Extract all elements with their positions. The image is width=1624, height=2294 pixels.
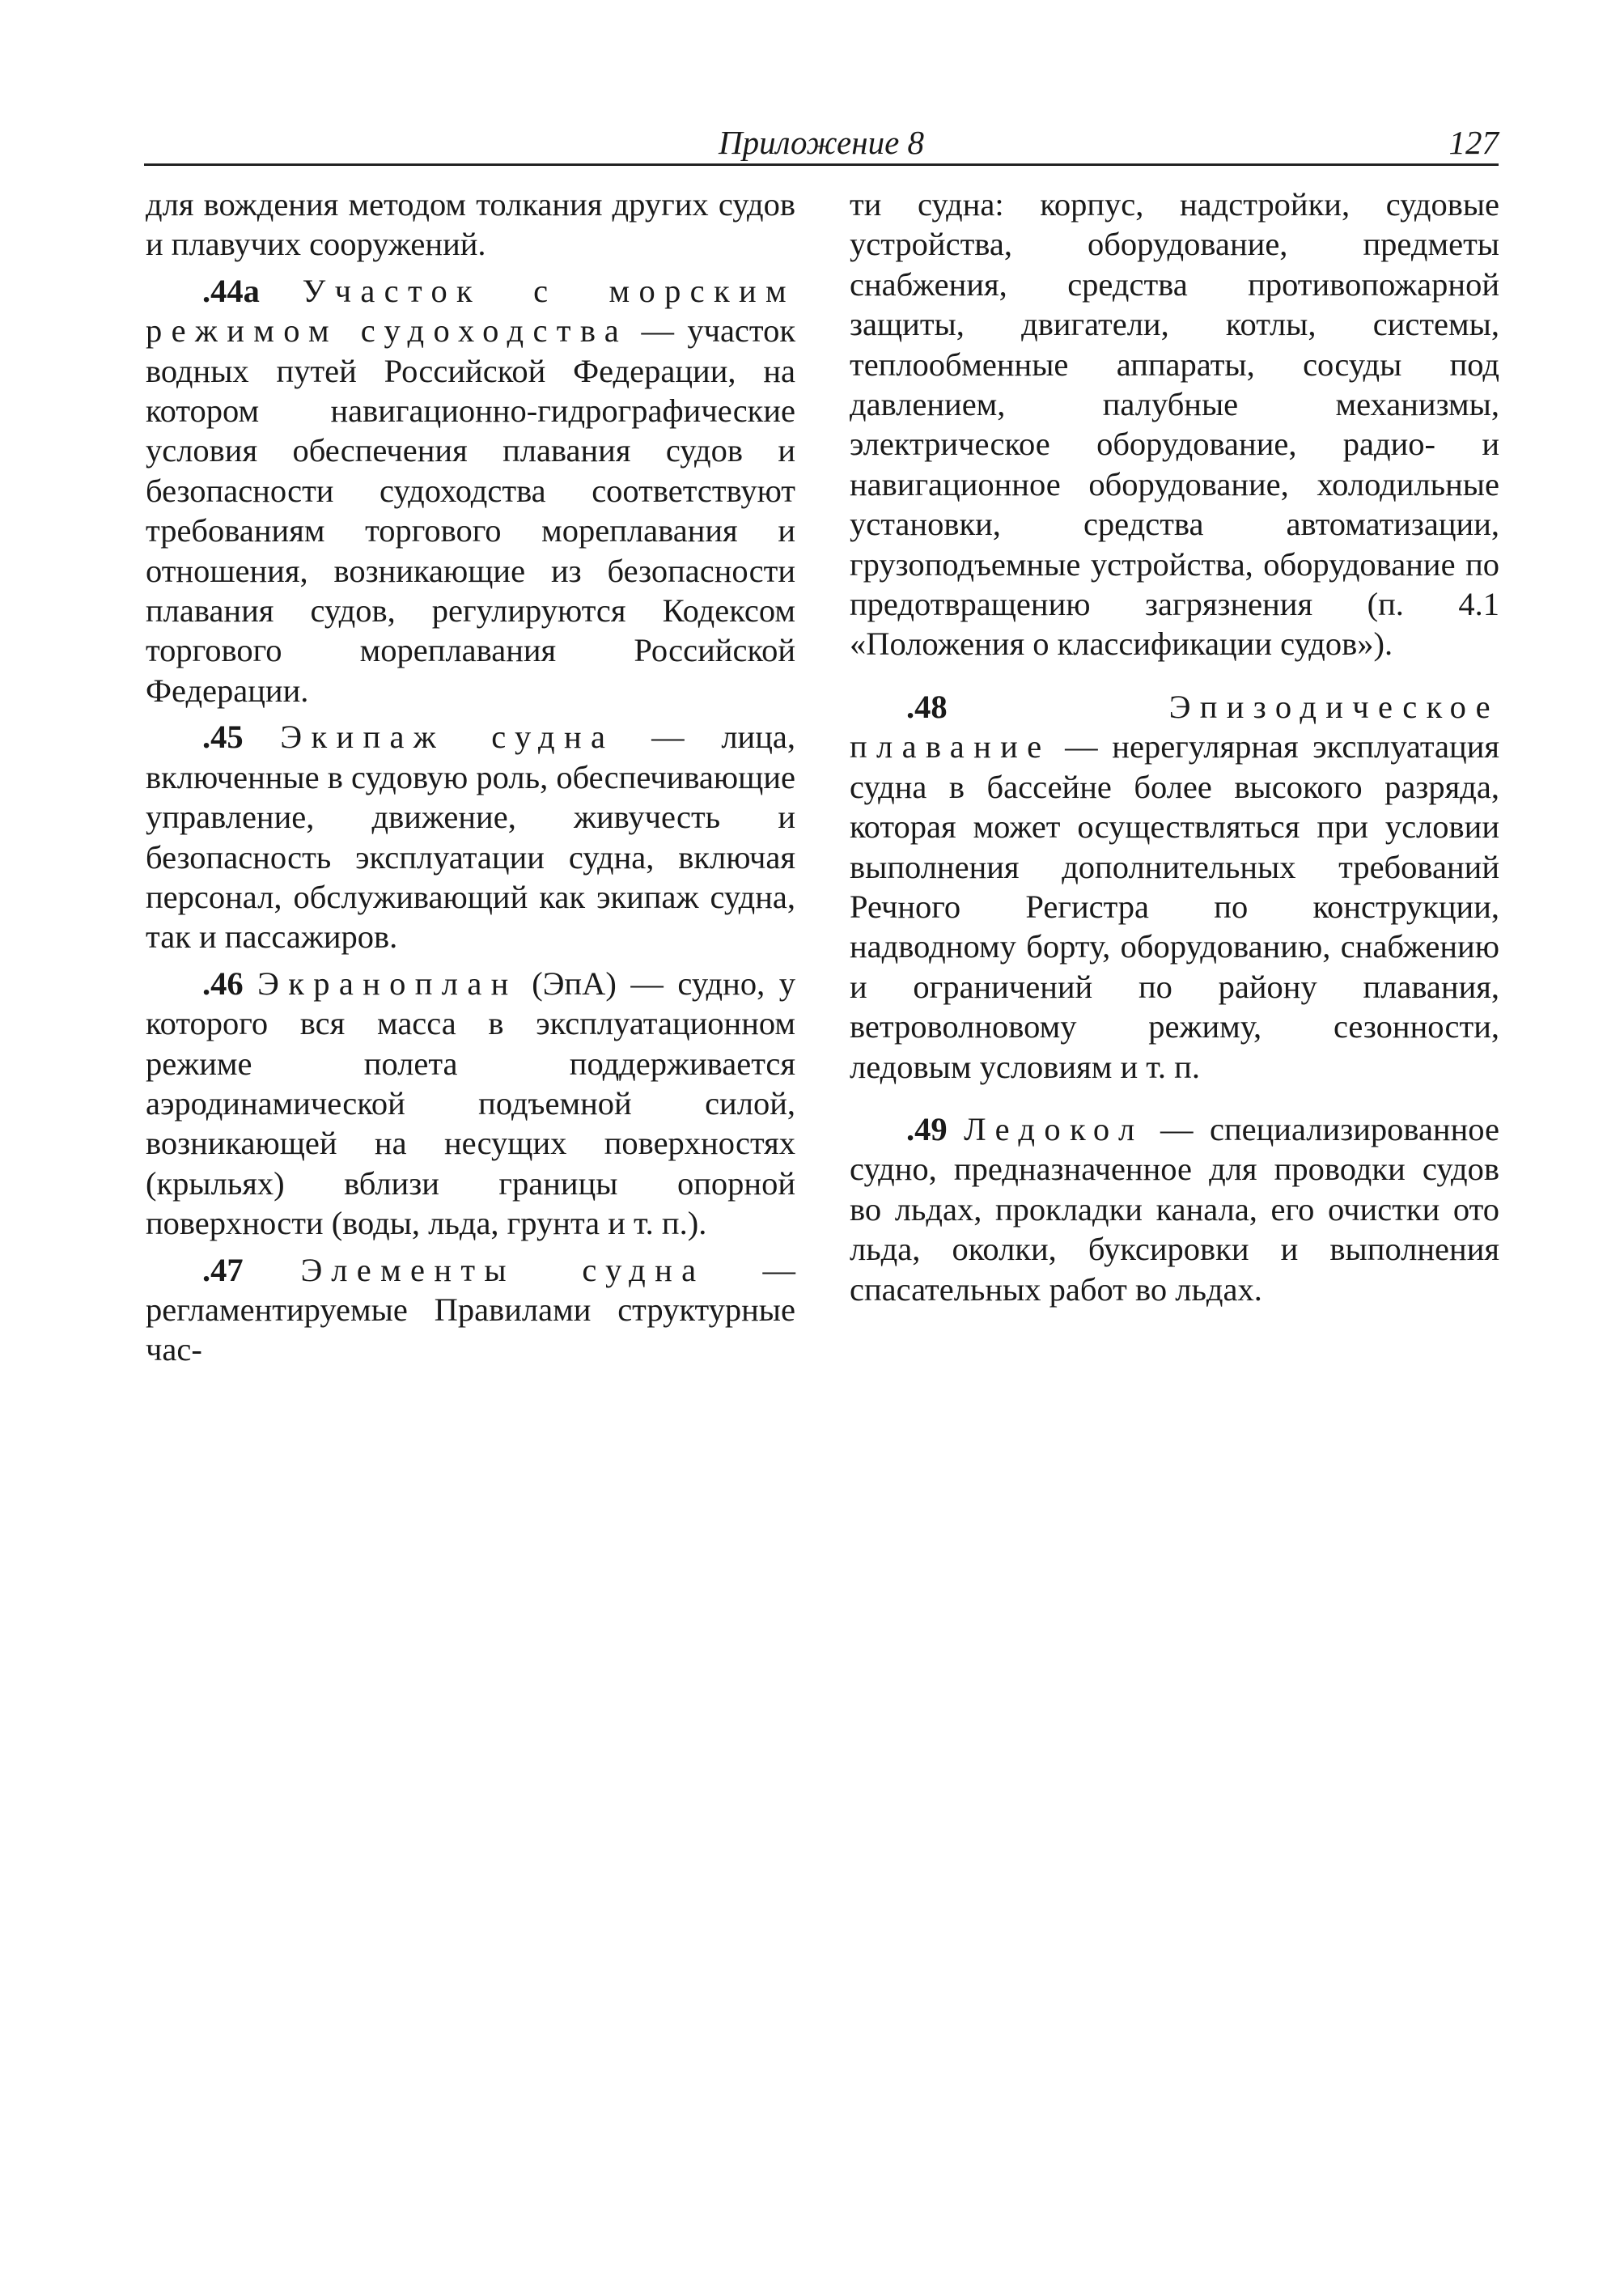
- definition-text: — регламентируемые Правилами структурные час-: [146, 1251, 795, 1368]
- definition-text: — лица, включенные в судовую роль, обеспечивающие управление, движение, живучесть и безопасность эксплуатации судна, включая персонал, обслуживающий как экипаж судна, так и пассажиров.: [146, 719, 795, 956]
- right-column: [850, 184, 1499, 1316]
- defined-term: Экипаж судна: [280, 719, 615, 756]
- definition-49: [850, 1109, 1499, 1309]
- clause-number: .49: [906, 1110, 948, 1147]
- definition-45: [146, 717, 795, 956]
- definition-text: — нерегулярная эксплуатация судна в бассейне более высокого разряда, которая может осуществляться при условии выполнения дополнительных требований Речного Регистра по конструкции, надводному борту, оборудованию, снабжению и ограничений по району плавания, ветроволновому режиму, сезонности, ледовым условиям и т. п.: [850, 728, 1499, 1085]
- page-number: 127: [1448, 124, 1499, 161]
- definition-47: [146, 1250, 795, 1370]
- definition-48: [850, 687, 1499, 1087]
- defined-term: Экраноплан: [257, 965, 518, 1002]
- running-title: Приложение 8: [718, 124, 925, 161]
- definition-44a: [146, 271, 795, 710]
- paragraph-text: ти судна: корпус, надстройки, судовые устройства, оборудование, предметы снабжения, средства противопожарной защиты, двигатели, котлы, системы, теплообменные аппараты, сосуды под давлением, палубные механизмы, электрическое оборудование, радио- и навигационное оборудование, холодильные установки, средства автоматизации, грузоподъемные устройства, оборудование по предотвращению загрязнения (п. 4.1 «Положения о классификации судов»).: [850, 186, 1499, 663]
- clause-number: .45: [202, 719, 244, 756]
- defined-term: Ледокол: [964, 1110, 1144, 1147]
- defined-term: Участок с морским режимом судоходства: [146, 272, 795, 350]
- paragraph-continuation: [146, 184, 795, 265]
- definition-text: — специализированное судно, предназначенное для проводки судов во льдах, прокладки канала, его очистки ото льда, околки, буксировки и выполнения спасательных работ во льдах.: [850, 1110, 1499, 1308]
- clause-number: .47: [202, 1251, 244, 1288]
- defined-term: Элементы судна: [300, 1251, 706, 1288]
- clause-number: .44а: [202, 272, 260, 309]
- definition-46: [146, 964, 795, 1244]
- defined-term: Эпизодическое плавание: [850, 688, 1499, 765]
- page-header: [144, 121, 1499, 166]
- definition-text: — участок водных путей Российской Федерации, на котором навигационно-гидрографические условия обеспечения плавания судов и безопасности судоходства соответствуют требованиям торгового мореплавания и отношения, возникающие из безопасности плавания судов, регулируются Кодексом торгового мореплавания Российской Федерации.: [146, 312, 795, 709]
- left-column: [146, 184, 795, 1376]
- definition-text: (ЭпА) — судно, у которого вся масса в эксплуатационном режиме полета поддерживается аэродинамической подъемной силой, возникающей на несущих поверхностях (крыльях) вблизи границы опорной поверхности (воды, льда, грунта и т. п.).: [146, 965, 795, 1242]
- paragraph-continuation: [850, 184, 1499, 664]
- clause-number: .46: [202, 965, 244, 1002]
- clause-number: .48: [906, 688, 948, 725]
- paragraph-text: для вождения методом толкания других судов и плавучих сооружений.: [146, 186, 795, 263]
